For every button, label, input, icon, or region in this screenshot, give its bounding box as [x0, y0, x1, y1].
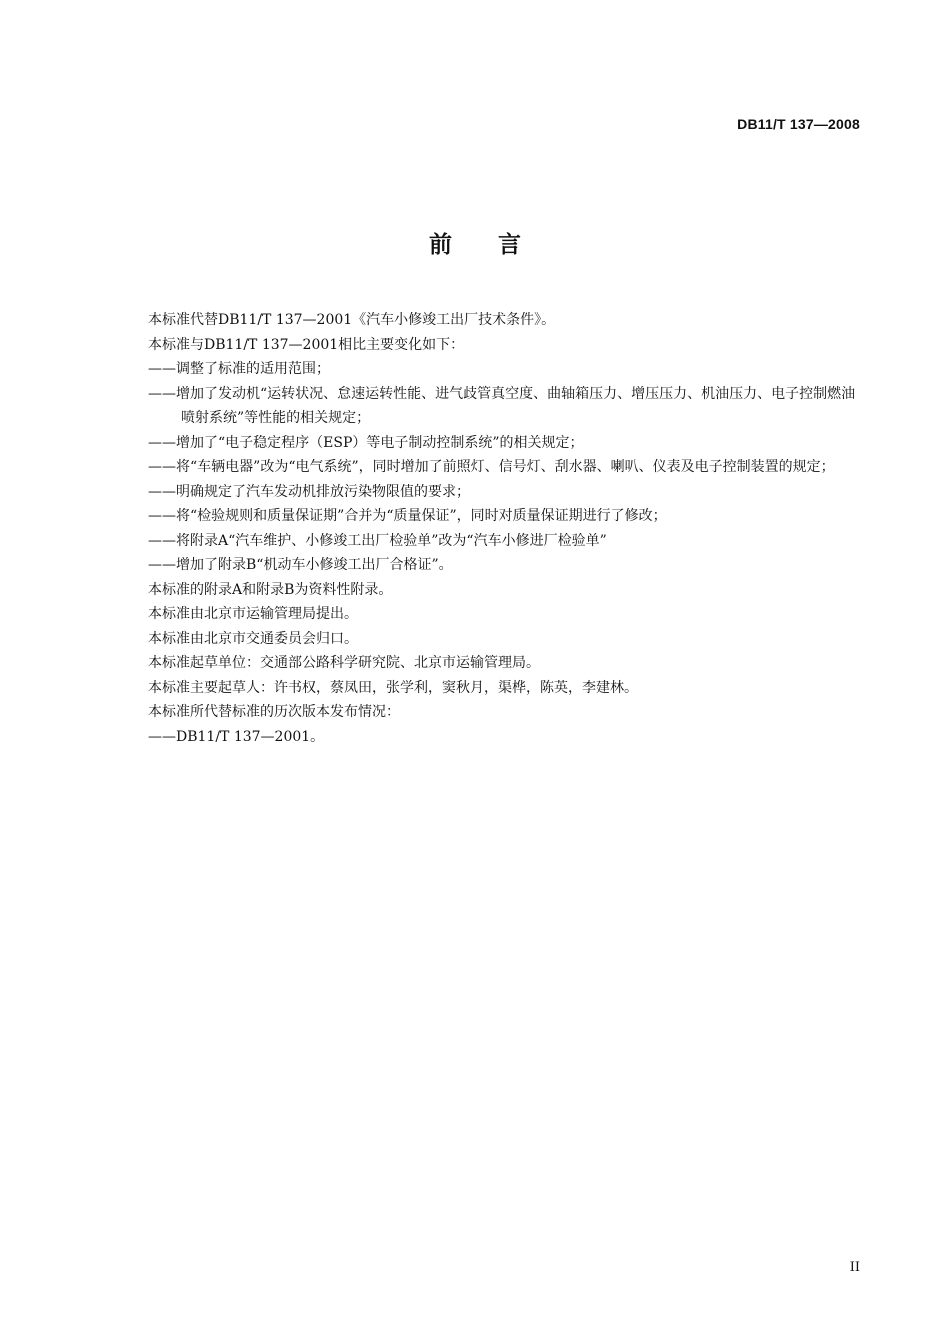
page-header-standard-code: DB11/T 137—2008	[737, 116, 860, 132]
paragraph-replaces: 本标准代替DB11/T 137—2001《汽车小修竣工出厂技术条件》。	[148, 312, 556, 328]
paragraph-main-changes: 本标准与DB11/T 137—2001相比主要变化如下：	[148, 336, 465, 353]
paragraph-previous-editions: 本标准所代替标准的历次版本发布情况：	[148, 704, 400, 720]
page-number: II	[849, 1260, 860, 1275]
change-item-annex-b: ——增加了附录B“机动车小修竣工出厂合格证”。	[148, 557, 453, 573]
change-item-quality: ——将“检验规则和质量保证期”合并为“质量保证”，同时对质量保证期进行了修改；	[148, 508, 667, 524]
change-item-annex-a: ——将附录A“汽车维护、小修竣工出厂检验单”改为“汽车小修进厂检验单”	[148, 532, 607, 549]
previous-edition-item: ——DB11/T 137—2001。	[148, 728, 325, 745]
page-title: 前 言	[429, 232, 521, 258]
change-item-electrical: ——将“车辆电器”改为“电气系统”，同时增加了前照灯、信号灯、刮水器、喇叭、仪表及电子控制装置的规定；	[148, 459, 835, 475]
paragraph-annexes: 本标准的附录A和附录B为资料性附录。	[148, 581, 393, 598]
paragraph-centralized-by: 本标准由北京市交通委员会归口。	[148, 630, 358, 647]
change-item-engine: ——增加了发动机“运转状况、怠速运转性能、进气歧管真空度、曲轴箱压力、增压压力、机油压力、电子控制燃油喷射系统”等性能的相关规定；	[148, 385, 856, 426]
change-item-emission: ——明确规定了汽车发动机排放污染物限值的要求；	[148, 483, 470, 500]
paragraph-proposed-by: 本标准由北京市运输管理局提出。	[148, 606, 358, 622]
paragraph-drafters: 本标准主要起草人：许书权，蔡凤田，张学利，窦秋月，渠桦，陈英，李建林。	[148, 679, 638, 696]
change-item-scope: ——调整了标准的适用范围；	[148, 361, 330, 377]
foreword-body	[148, 308, 864, 749]
paragraph-drafting-units: 本标准起草单位：交通部公路科学研究院、北京市运输管理局。	[148, 655, 540, 671]
change-item-esp: ——增加了“电子稳定程序（ESP）等电子制动控制系统”的相关规定；	[148, 434, 584, 451]
